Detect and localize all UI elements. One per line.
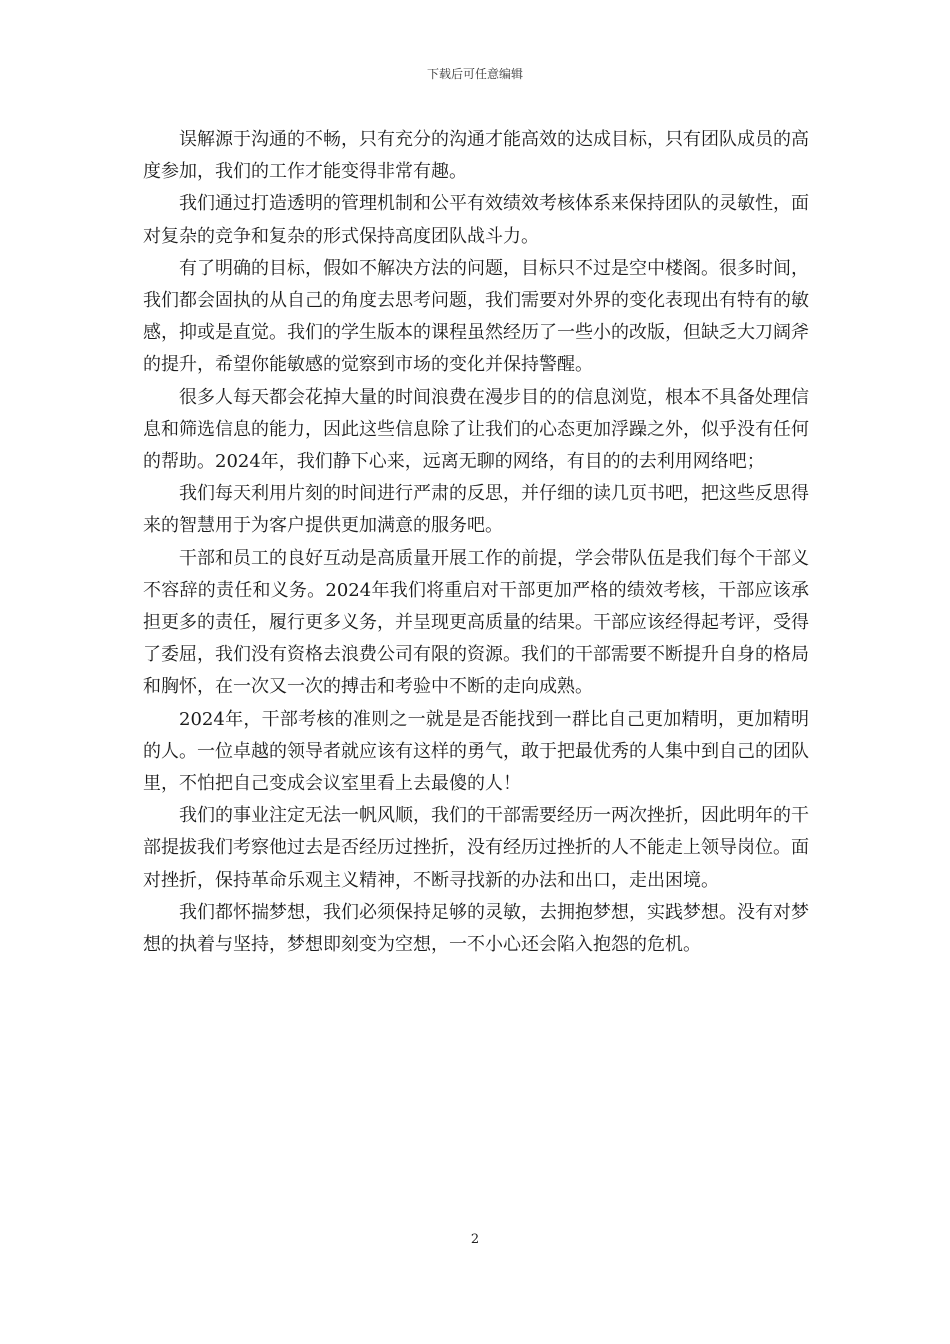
page-number: 2: [470, 1232, 480, 1247]
paragraph: 我们通过打造透明的管理机制和公平有效绩效考核体系来保持团队的灵敏性，面对复杂的竞争和复杂的形式保持高度团队战斗力。: [143, 193, 809, 247]
paragraph: 2024年，干部考核的准则之一就是是否能找到一群比自己更加精明，更加精明的人。一位卓越的领导者就应该有这样的勇气，敢于把最优秀的人集中到自己的团队里，不怕把自己变成会议室里看上去最傻的人！: [143, 708, 809, 795]
document-body: [143, 124, 809, 961]
paragraph: 我们的事业注定无法一帆风顺，我们的干部需要经历一两次挫折，因此明年的干部提拔我们考察他过去是否经历过挫折，没有经历过挫折的人不能走上领导岗位。面对挫折，保持革命乐观主义精神，不断寻找新的办法和出口，走出困境。: [143, 805, 809, 891]
paragraph: 干部和员工的良好互动是高质量开展工作的前提，学会带队伍是我们每个干部义不容辞的责任和义务。2024年我们将重启对干部更加严格的绩效考核，干部应该承担更多的责任，履行更多义务，并呈现更高质量的结果。干部应该经得起考评，受得了委屈，我们没有资格去浪费公司有限的资源。我们的干部需要不断提升自身的格局和胸怀，在一次又一次的搏击和考验中不断的走向成熟。: [143, 547, 809, 698]
page-header: 下载后可任意编辑: [426, 67, 523, 81]
paragraph: 误解源于沟通的不畅，只有充分的沟通才能高效的达成目标，只有团队成员的高度参加，我们的工作才能变得非常有趣。: [143, 129, 809, 183]
paragraph: 很多人每天都会花掉大量的时间浪费在漫步目的的信息浏览，根本不具备处理信息和筛选信息的能力，因此这些信息除了让我们的心态更加浮躁之外，似乎没有任何的帮助。2024年，我们静下心来，远离无聊的网络，有目的的去利用网络吧；: [143, 386, 809, 473]
paragraph: 我们都怀揣梦想，我们必须保持足够的灵敏，去拥抱梦想，实践梦想。没有对梦想的执着与坚持，梦想即刻变为空想，一不小心还会陷入抱怨的危机。: [143, 901, 809, 956]
paragraph: 我们每天利用片刻的时间进行严肃的反思，并仔细的读几页书吧，把这些反思得来的智慧用于为客户提供更加满意的服务吧。: [143, 483, 809, 537]
paragraph: 有了明确的目标，假如不解决方法的问题，目标只不过是空中楼阁。很多时间，我们都会固执的从自己的角度去思考问题，我们需要对外界的变化表现出有特有的敏感，抑或是直觉。我们的学生版本的课程虽然经历了一些小的改版，但缺乏大刀阔斧的提升，希望你能敏感的觉察到市场的变化并保持警醒。: [143, 257, 809, 376]
